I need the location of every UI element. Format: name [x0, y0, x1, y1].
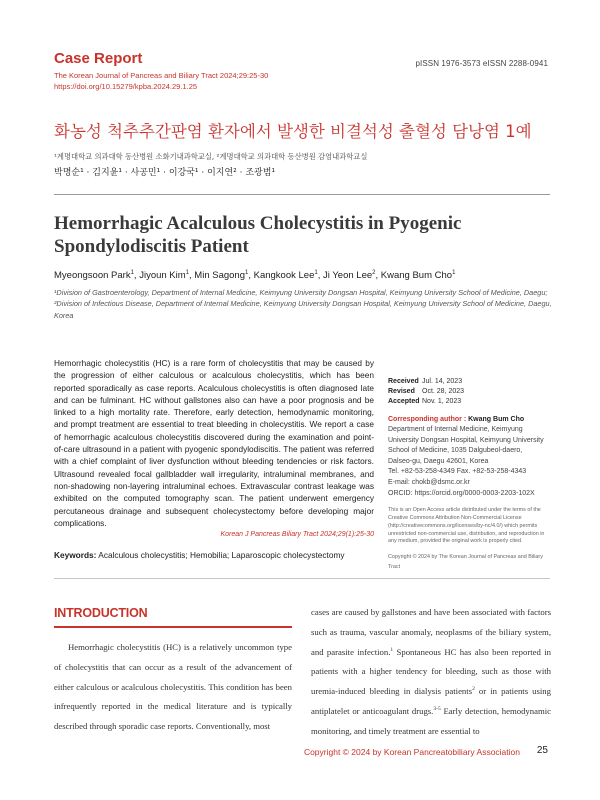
author-name: Kangkook Lee	[253, 270, 315, 282]
english-authors: Myeongsoon Park$^1$, Jiyoun Kim$^1$, Min Sagong$^1$, Kangkook Lee$^1$, Ji Yeon Lee$^2$, Kwang Bum Cho$^1$	[54, 270, 456, 282]
corresponding-detail-line: Department of Internal Medicine, Keimyung	[388, 426, 523, 433]
author-name: Kwang Bum Cho	[380, 270, 453, 282]
section-title: INTRODUCTION	[54, 606, 148, 620]
english-affiliation: ¹Division of Gastroenterology, Department of Internal Medicine, Keimyung University Dongsan Hospital, Keimyung University School of Medicine, Daegu; ²Division of Infectious Disease, Department of Internal Medicine, Keimyung University Dongsan Hospital, Keimyung University School of Medicine, Daegu, Korea	[54, 288, 552, 320]
author-name: Ji Yeon Lee	[323, 270, 373, 282]
history-row	[388, 397, 552, 407]
section-title-underline	[54, 626, 292, 628]
reference-mark: 3-5	[433, 706, 441, 713]
author-affiliation-mark: 1	[245, 270, 249, 276]
keywords-label: Keywords:	[54, 550, 97, 560]
author-name: Min Sagong	[194, 270, 245, 282]
body-right-column: cases are caused by gallstones and have been associated with factors such as trauma, vascular anomaly, neoplasms of the biliary system, and parasite infection.$^1$ Spontaneous HC has also been reported in patients with a higher tendency for bleeding, such as those with uremia-induced bleeding in dialysis patients$^2$ or in patients using antiplatelet or anticoagulant drugs.$^{3-5}$ Early detection, hemodynamic monitoring, and timely treatment are essential to	[311, 607, 551, 736]
history-label: Received	[388, 378, 419, 385]
corresponding-name: Kwang Bum Cho	[468, 416, 525, 423]
english-title: Hemorrhagic Acalculous Cholecystitis in Pyogenic Spondylodiscitis Patient	[54, 213, 462, 257]
corresponding-detail-line: ORCID: https://orcid.org/0000-0003-2203-102X	[388, 489, 535, 497]
history-date: Oct. 28, 2023	[422, 388, 465, 395]
corresponding-detail-line: E-mail: chokb@dsmc.or.kr	[388, 478, 470, 486]
author-affiliation-mark: 1	[130, 270, 134, 276]
issn: pISSN 1976-3573 eISSN 2288-0941	[415, 59, 548, 68]
reference-mark: 2	[472, 686, 475, 693]
history-label: Revised	[388, 388, 415, 395]
section-divider	[54, 578, 550, 579]
history-label: Accepted	[388, 398, 420, 405]
history-row	[388, 377, 552, 387]
author-affiliation-mark: 1	[185, 270, 190, 276]
keywords-list: Acalculous cholecystitis; Hemobilia; Laparoscopic cholecystectomy	[98, 550, 345, 560]
article-sidebar	[388, 377, 552, 572]
author-name: Myeongsoon Park	[54, 270, 131, 282]
article-type: Case Report	[54, 50, 143, 67]
article-history	[388, 377, 552, 407]
doi-link[interactable]: https://doi.org/10.15279/kpba.2024.29.1.25	[54, 82, 198, 91]
page-number: 25	[536, 745, 548, 756]
header-divider	[54, 194, 550, 195]
footer-copyright: Copyright © 2024 by Korean Pancreatobiliary Association	[303, 747, 520, 757]
abstract-citation: Korean J Pancreas Biliary Tract 2024;29(1):25-30	[220, 531, 374, 538]
korean-title: 화농성 척추추간판염 환자에서 발생한 비결석성 출혈성 담낭염 1예	[54, 122, 532, 141]
journal-citation-line: The Korean Journal of Pancreas and Biliary Tract 2024;29:25-30	[54, 71, 269, 80]
license-text: This is an Open Access article distributed under the terms of the Creative Commons Attribution Non-Commercial License (http://creativecommons.org/licenses/by-nc/4.0/) which permits unrestricted non-commercial use, distribution, and reproduction in any medium, provided the original work is properly cited.	[388, 507, 545, 545]
history-date: Jul. 14, 2023	[422, 378, 463, 385]
corresponding-details	[388, 425, 552, 499]
abstract: Hemorrhagic cholecystitis (HC) is a rare form of cholecystitis that may be caused by the progression of either calculous or acalculous cholecystitis, which has been reported sporadically as case reports. Acalculous cholecystitis is often diagnosed late and can be fulminant. HC without gallstones also can have a poor prognosis and be linked to a high mortality rate. Therefore, early detection, hemodynamic monitoring, and prompt treatment are essential to treat bleeding in cholecystitis. We report a case of hemorrhagic acalculous cholecystitis discovered during the examination and point-of-care ultrasound in a patient with pyogenic spondylodiscitis. The patient was referred with a chief complaint of liver dysfunction without bleeding tendencies or risk factors. Ultrasound revealed focal gallbladder wall irregularity, intraluminal membranes, and non-shadowing non-layering intraluminal echoes. Extravascular contrast leakage was exhibited on the computed tomography scan. The patient underwent emergency percutaneous drainage and subsequent cholecystectomy before developing major complications.	[54, 358, 374, 528]
corresponding-detail-line: University Dongsan Hospital, Keimyung University	[388, 436, 544, 444]
corresponding-detail-line: Tel. +82-53-258-4349 Fax. +82-53-258-4343	[388, 468, 527, 476]
korean-authors: 박명순¹ · 김지윤¹ · 사공민¹ · 이강국¹ · 이지연² · 조광범¹	[54, 168, 276, 178]
korean-affiliation: ¹계명대학교 의과대학 동산병원 소화기내과학교실, ²계명대학교 의과대학 동산병원 감염내과학교실	[54, 152, 368, 161]
history-row	[388, 387, 552, 397]
author-name: Jiyoun Kim	[139, 270, 186, 282]
author-affiliation-mark: 1	[452, 270, 456, 276]
author-affiliation-mark: 1	[314, 270, 318, 276]
history-date: Nov. 1, 2023	[422, 398, 462, 405]
reference-mark: 1	[390, 646, 394, 653]
author-affiliation-mark: 2	[372, 270, 376, 276]
corresponding-detail-line: Dalseo-gu, Daegu 42601, Korea	[388, 457, 489, 465]
journal-copyright: Copyright © 2024 by The Korean Journal of Pancreas and Biliary Tract	[388, 554, 543, 571]
keywords	[54, 550, 384, 560]
corresponding-label: Corresponding author :	[388, 416, 467, 423]
corresponding-detail-line: School of Medicine, 1035 Dalgubeol-daero,	[388, 447, 523, 455]
corresponding-author-heading	[388, 415, 552, 425]
body-left-column: Hemorrhagic cholecystitis (HC) is a relatively uncommon type of cholecystitis that can occur as a result of the advancement of either calculous or acalculous cholecystitis. This condition has been infrequently reported in the medical literature and is typically described through sporadic case reports. Conventionally, most	[54, 642, 292, 732]
